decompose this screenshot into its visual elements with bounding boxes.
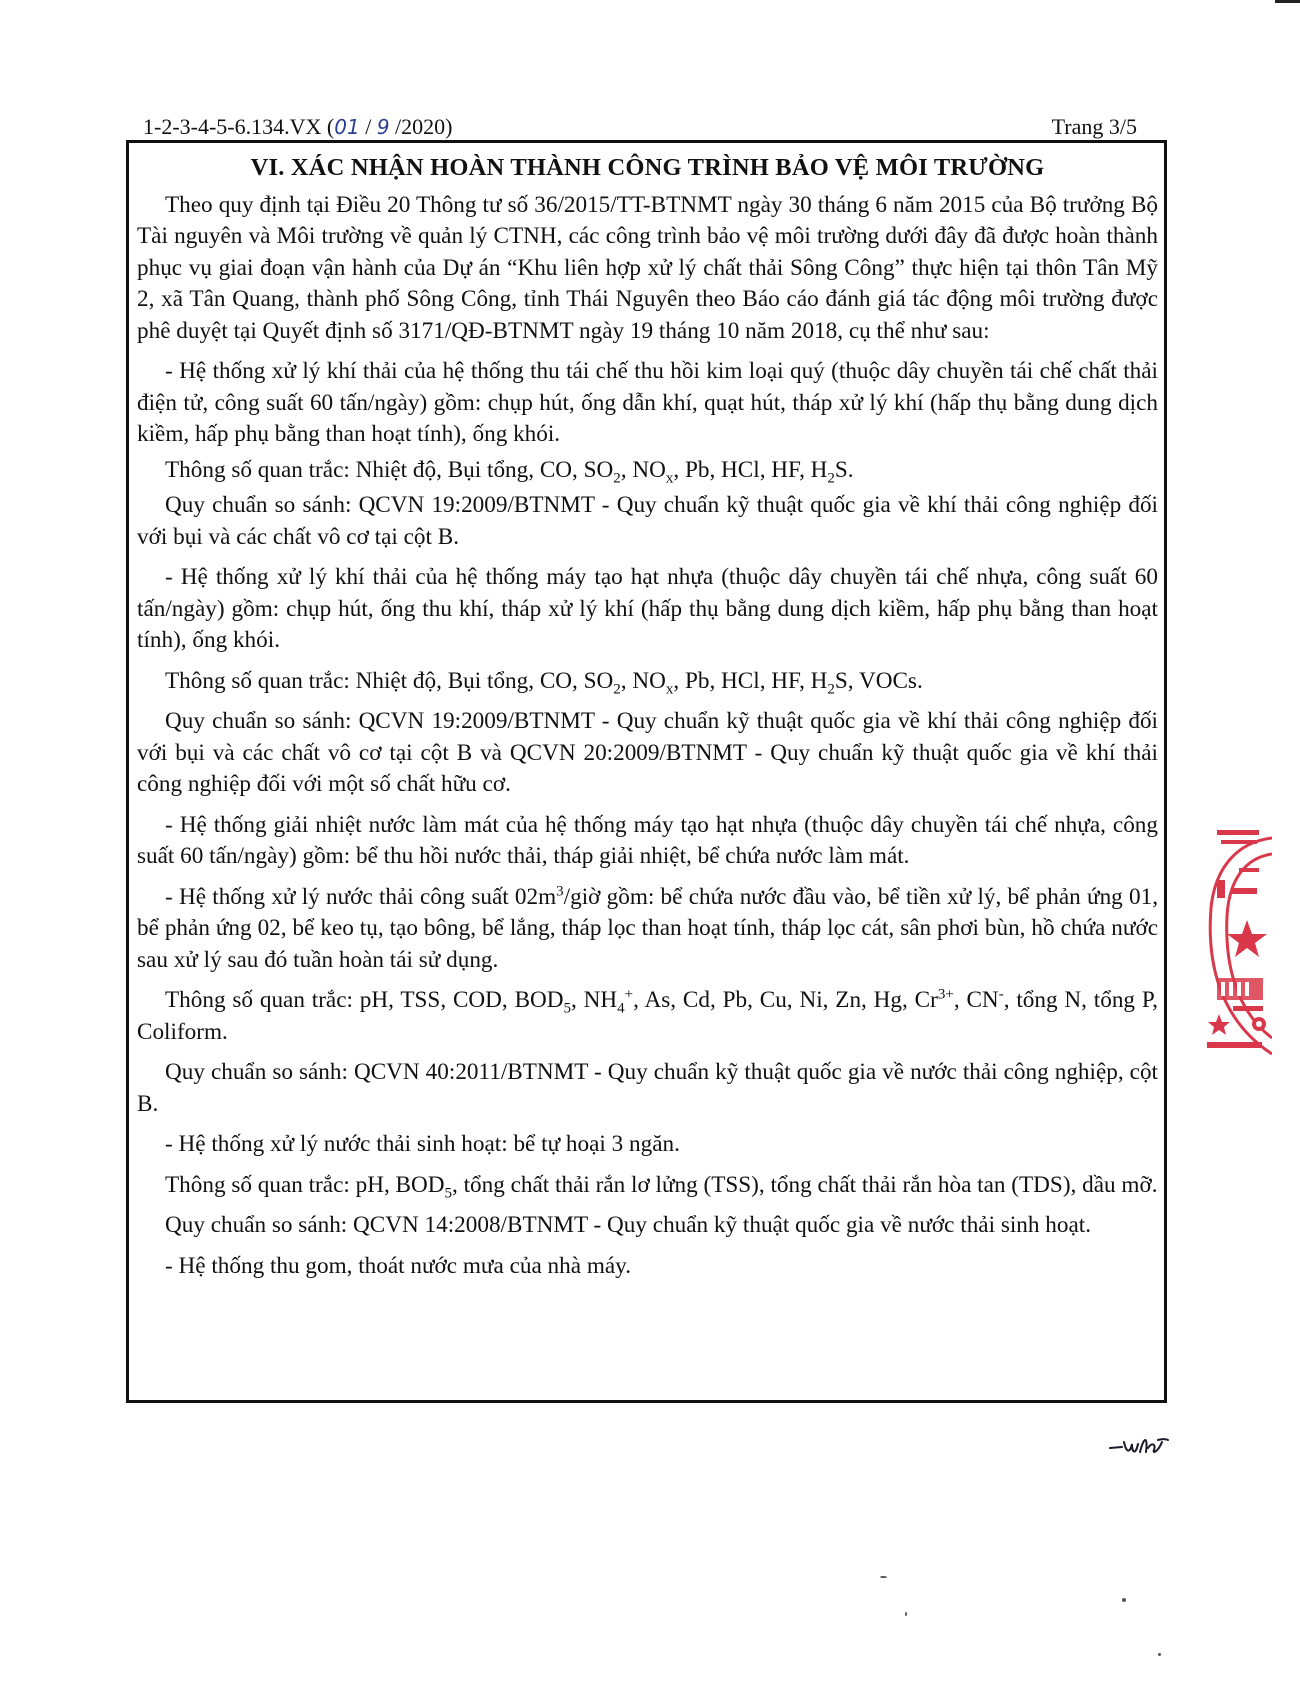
document-code: 1-2-3-4-5-6.134.VX (01 / 9 /2020) — [143, 114, 453, 139]
handwritten-initials-signature — [1108, 1432, 1170, 1458]
handwritten-day: 01 — [334, 115, 360, 139]
system-1-description: - Hệ thống xử lý khí thải của hệ thống thu tái chế thu hồi kim loại quý (thuộc dây chuyền tái chế chất thải điện tử, công suất 60 tấn/ngày) gồm: chụp hút, ống dẫn khí, quạt hút, tháp xử lý khí (hấp thụ bằng dung dịch kiềm, hấp phụ bằng than hoạt tính), ống khói. — [137, 358, 1158, 447]
system-2-parameters: Thông số quan trắc: Nhiệt độ, Bụi tổng, CO, $SO_2$, $NO_x$, Pb, HCl, HF, $H_2S$, VOCs. — [165, 667, 923, 698]
system-4-description: - Hệ thống xử lý nước thải công suất $02m^3$/giờ gồm: bể chứa nước đầu vào, bể tiền xử lý, bể phản ứng 01, bể phản ứng 02, bể keo tụ, tạo bông, bể lắng, tháp lọc than hoạt tính, tháp lọc cát, sân phơi bùn, hồ chứa nước sau xử lý sau đó tuần hoàn tái sử dụng. — [137, 882, 1158, 973]
intro-paragraph: Theo quy định tại Điều 20 Thông tư số 36/2015/TT-BTNMT ngày 30 tháng 6 năm 2015 của Bộ trưởng Bộ Tài nguyên và Môi trường về quản lý CTNH, các công trình bảo vệ môi trường dưới đây đã được hoàn thành phục vụ giai đoạn vận hành của Dự án “Khu liên hợp xử lý chất thải Sông Công” thực hiện tại thôn Tân Mỹ 2, xã Tân Quang, thành phố Sông Công, tỉnh Thái Nguyên theo Báo cáo đánh giá tác động môi trường được phê duyệt tại Quyết định số 3171/QĐ-BTNMT ngày 19 tháng 10 năm 2018, cụ thể như sau: — [137, 191, 1158, 344]
system-1-parameters: Thông số quan trắc: Nhiệt độ, Bụi tổng, CO, $SO_2$, $NO_x$, Pb, HCl, HF, $H_2S$. — [165, 456, 854, 487]
system-5-standard: Quy chuẩn so sánh: QCVN 14:2008/BTNMT - Quy chuẩn kỹ thuật quốc gia về nước thải sinh hoạt. — [165, 1212, 1092, 1238]
scan-speck — [880, 1576, 887, 1578]
scan-speck — [1122, 1598, 1126, 1602]
scan-speck — [1158, 1653, 1161, 1656]
system-6-description: - Hệ thống thu gom, thoát nước mưa của nhà máy. — [165, 1252, 632, 1279]
section-title: VI. XÁC NHẬN HOÀN THÀNH CÔNG TRÌNH BẢO VỆ MÔI TRƯỜNG — [250, 154, 1045, 181]
system-1-standard: Quy chuẩn so sánh: QCVN 19:2009/BTNMT - Quy chuẩn kỹ thuật quốc gia về khí thải công nghiệp đối với bụi và các chất vô cơ tại cột B. — [137, 492, 1158, 550]
system-4-parameters: Thông số quan trắc: pH, TSS, COD, $BOD_5$, $NH_4^+$, As, Cd, Pb, Cu, Ni, Zn, Hg, $Cr^{3+}$, CN-, tổng N, tổng P, Coliform. — [137, 986, 1158, 1045]
system-2-description: - Hệ thống xử lý khí thải của hệ thống máy tạo hạt nhựa (thuộc dây chuyền tái chế nhựa, công suất 60 tấn/ngày) gồm: chụp hút, ống thu khí, tháp xử lý khí (hấp thụ bằng dung dịch kiềm, hấp phụ bằng than hoạt tính), ống khói. — [137, 564, 1158, 653]
document-header — [143, 114, 1137, 140]
official-seal-stamp — [1197, 828, 1272, 1060]
scan-speck — [905, 1612, 907, 1616]
system-2-standard: Quy chuẩn so sánh: QCVN 19:2009/BTNMT - Quy chuẩn kỹ thuật quốc gia về khí thải công nghiệp đối với bụi và các chất vô cơ tại cột B và QCVN 20:2009/BTNMT - Quy chuẩn kỹ thuật quốc gia về khí thải công nghiệp đối với một số chất hữu cơ. — [137, 708, 1158, 797]
handwritten-month: 9 — [376, 115, 390, 139]
system-3-description: - Hệ thống giải nhiệt nước làm mát của hệ thống máy tạo hạt nhựa (thuộc dây chuyền tái chế nhựa, công suất 60 tấn/ngày) gồm: bể thu hồi nước thải, tháp giải nhiệt, bể chứa nước làm mát. — [137, 811, 1158, 869]
system-5-description: - Hệ thống xử lý nước thải sinh hoạt: bể tự hoại 3 ngăn. — [165, 1131, 680, 1157]
page-number: Trang 3/5 — [1051, 114, 1137, 139]
scan-speck — [1275, 0, 1300, 3]
system-5-parameters: Thông số quan trắc: pH, $BOD_5$, tổng chất thải rắn lơ lửng (TSS), tổng chất thải rắn hòa tan (TDS), dầu mỡ. — [165, 1171, 1158, 1202]
section-body — [137, 152, 1158, 1291]
system-4-standard: Quy chuẩn so sánh: QCVN 40:2011/BTNMT - Quy chuẩn kỹ thuật quốc gia về nước thải công nghiệp, cột B. — [137, 1059, 1158, 1117]
